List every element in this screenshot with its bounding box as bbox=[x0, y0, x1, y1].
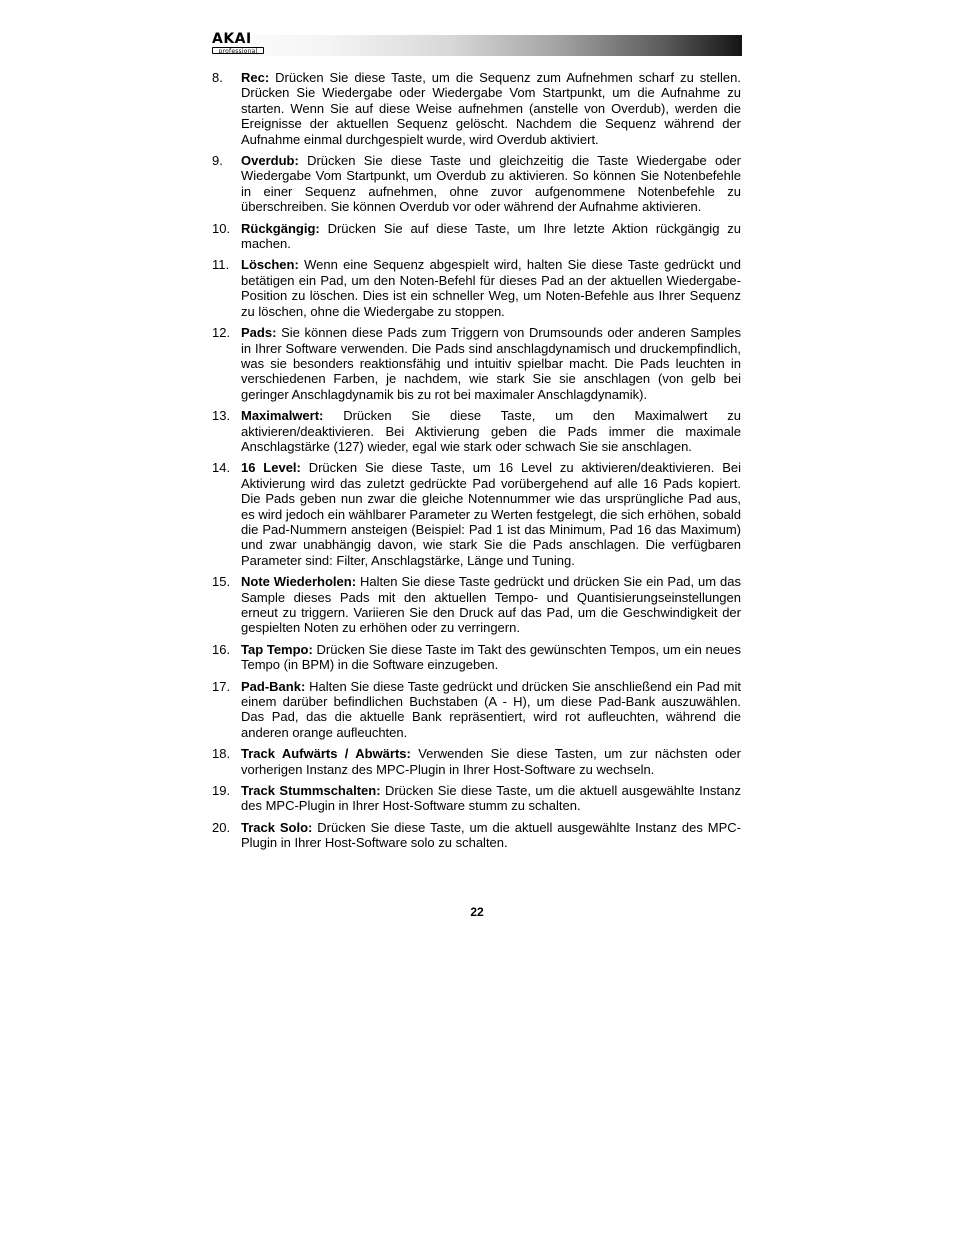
item-number: 10. bbox=[212, 220, 231, 236]
item-number: 8. bbox=[212, 70, 223, 85]
item-description: Drücken Sie diese Taste, um die aktuell ausgewählte Instanz des MPC-Plugin in Ihrer Host-Software stumm zu schalten. bbox=[241, 783, 741, 814]
item-number: 14. bbox=[212, 460, 231, 476]
list-item-17 bbox=[212, 679, 741, 741]
item-description: Halten Sie diese Taste gedrückt und drücken Sie ein Pad, um das Sample dieses Pads mit den aktuellen Tempo- und Quantisierungseinstellungen erneut zu triggern. Variieren Sie den Druck auf das Pad, um die Geschwindigkeit der gespielten Noten zu erhöhen oder zu verringern. bbox=[241, 574, 741, 636]
list-item-20 bbox=[212, 820, 741, 851]
list-item-18 bbox=[212, 746, 741, 777]
page-number: 22 bbox=[470, 905, 484, 919]
item-term: Tap Tempo: bbox=[241, 641, 313, 657]
item-number: 13. bbox=[212, 408, 231, 424]
akai-logo bbox=[212, 33, 268, 55]
list-item-14 bbox=[212, 460, 741, 568]
logo-wordmark: AKAI bbox=[212, 31, 252, 47]
list-item-16 bbox=[212, 642, 741, 673]
item-description: Drücken Sie diese Taste, um die Sequenz zum Aufnehmen scharf zu stellen. Drücken Sie Wiedergabe oder Wiedergabe Vom Startpunkt, um die Aufnahme zu starten. Wenn Sie auf diese Weise aufnehmen (anstelle von Overdub), werden die Ereignisse der aktuellen Sequenz gelöscht. Nachdem die Sequenz während der Aufnahme einmal durchgespielt wurde, wird Overdub aktiviert. bbox=[241, 70, 741, 147]
item-term: Track Stummschalten: bbox=[241, 783, 381, 799]
list-item-10 bbox=[212, 221, 741, 252]
list-item-15 bbox=[212, 574, 741, 636]
list-item-11 bbox=[212, 257, 741, 319]
list-item-9 bbox=[212, 153, 741, 215]
item-term: 16 Level: bbox=[241, 460, 301, 476]
item-term: Track Aufwärts / Abwärts: bbox=[241, 746, 411, 762]
item-term: Maximalwert: bbox=[241, 408, 324, 424]
feature-list bbox=[212, 70, 741, 857]
item-description: Sie können diese Pads zum Triggern von Drumsounds oder anderen Samples in Ihrer Software verwenden. Die Pads sind anschlagdynamisch und druckempfindlich, was sie besonders reaktionsfähig und intuitiv spielbar macht. Die Pads leuchten in verschiedenen Farben, je nachdem, wie stark Sie sie anschlagen (von gelb bei geringer Anschlagdynamik bis zu rot bei maximaler Anschlagdynamik). bbox=[241, 325, 741, 402]
item-term: Löschen: bbox=[241, 257, 299, 273]
item-description: Halten Sie diese Taste gedrückt und drücken Sie anschließend ein Pad mit einem darüber befindlichen Buchstaben (A - H), um diese Pad-Bank auszuwählen. Das Pad, das die aktuelle Bank repräsentiert, wird rot aufleuchten, während die anderen orange aufleuchten. bbox=[241, 678, 741, 740]
list-item-12 bbox=[212, 325, 741, 402]
item-description: Drücken Sie diese Taste, um die aktuell ausgewählte Instanz des MPC-Plugin in Ihrer Host-Software solo zu schalten. bbox=[241, 819, 741, 851]
logo-subtitle: professional bbox=[212, 47, 264, 54]
list-item-8 bbox=[212, 70, 741, 147]
item-number: 9. bbox=[212, 153, 223, 169]
item-number: 15. bbox=[212, 574, 231, 590]
list-item-13 bbox=[212, 408, 741, 454]
item-number: 16. bbox=[212, 641, 231, 657]
item-term: Track Solo: bbox=[241, 819, 313, 835]
item-description: Drücken Sie diese Taste, um den Maximalwert zu aktivieren/deaktivieren. Bei Aktivierung geben die Pads immer die maximale Anschlagstärke (127) wieder, egal wie stark oder schwach Sie sie anschlagen. bbox=[241, 408, 741, 454]
item-term: Pad-Bank: bbox=[241, 678, 306, 694]
item-description: Drücken Sie diese Taste, um 16 Level zu aktivieren/deaktivieren. Bei Aktivierung wird das zuletzt gedrückte Pad vorübergehend auf alle 16 Pads kopiert. Die Pads geben nun zwar die gleiche Notennummer wie das ursprüngliche Pad aus, es wird jedoch ein wählbarer Parameter zu Werten festgelegt, die sich erhöhen, sobald die Pad-Nummern ansteigen (Beispiel: Pad 1 ist das Minimum, Pad 16 das Maximum) und zwar unabhängig davon, wie stark Sie die Pads anschlagen. Die verfügbaren Parameter sind: Filter, Anschlagstärke, Länge und Tuning. bbox=[241, 460, 741, 568]
item-description: Wenn eine Sequenz abgespielt wird, halten Sie diese Taste gedrückt und betätigen ein Pad, um den Noten-Befehl für dieses Pad an der aktuellen Wiedergabe-Position zu löschen. Dies ist ein schneller Weg, um Noten-Befehle aus Ihrer Sequenz zu löschen, ohne die Wiedergabe zu stoppen. bbox=[241, 257, 741, 319]
item-term: Rec: bbox=[241, 70, 270, 85]
item-description: Verwenden Sie diese Tasten, um zur nächsten oder vorherigen Instanz des MPC-Plugin in Ihrer Host-Software zu wechseln. bbox=[241, 746, 741, 777]
item-number: 17. bbox=[212, 678, 231, 694]
list-item-19 bbox=[212, 783, 741, 814]
item-description: Drücken Sie diese Taste im Takt des gewünschten Tempos, um ein neues Tempo (in BPM) in die Software einzugeben. bbox=[241, 641, 741, 673]
item-description: Drücken Sie auf diese Taste, um Ihre letzte Aktion rückgängig zu machen. bbox=[241, 220, 741, 252]
item-number: 19. bbox=[212, 783, 231, 799]
item-term: Pads: bbox=[241, 325, 277, 341]
item-term: Note Wiederholen: bbox=[241, 574, 357, 590]
item-number: 12. bbox=[212, 325, 231, 341]
header-gradient-bar bbox=[212, 31, 742, 56]
item-number: 18. bbox=[212, 746, 231, 762]
item-number: 20. bbox=[212, 819, 231, 835]
item-number: 11. bbox=[212, 257, 230, 273]
item-term: Rückgängig: bbox=[241, 220, 320, 236]
item-description: Drücken Sie diese Taste und gleichzeitig die Taste Wiedergabe oder Wiedergabe Vom Startpunkt, um Overdub zu aktivieren. So können Sie Notenbefehle in einer Sequenz aufnehmen, ohne zuvor aufgenommene Notenbefehle zu überschreiben. Sie können Overdub vor oder während der Aufnahme aktivieren. bbox=[241, 153, 741, 215]
item-term: Overdub: bbox=[241, 153, 299, 169]
